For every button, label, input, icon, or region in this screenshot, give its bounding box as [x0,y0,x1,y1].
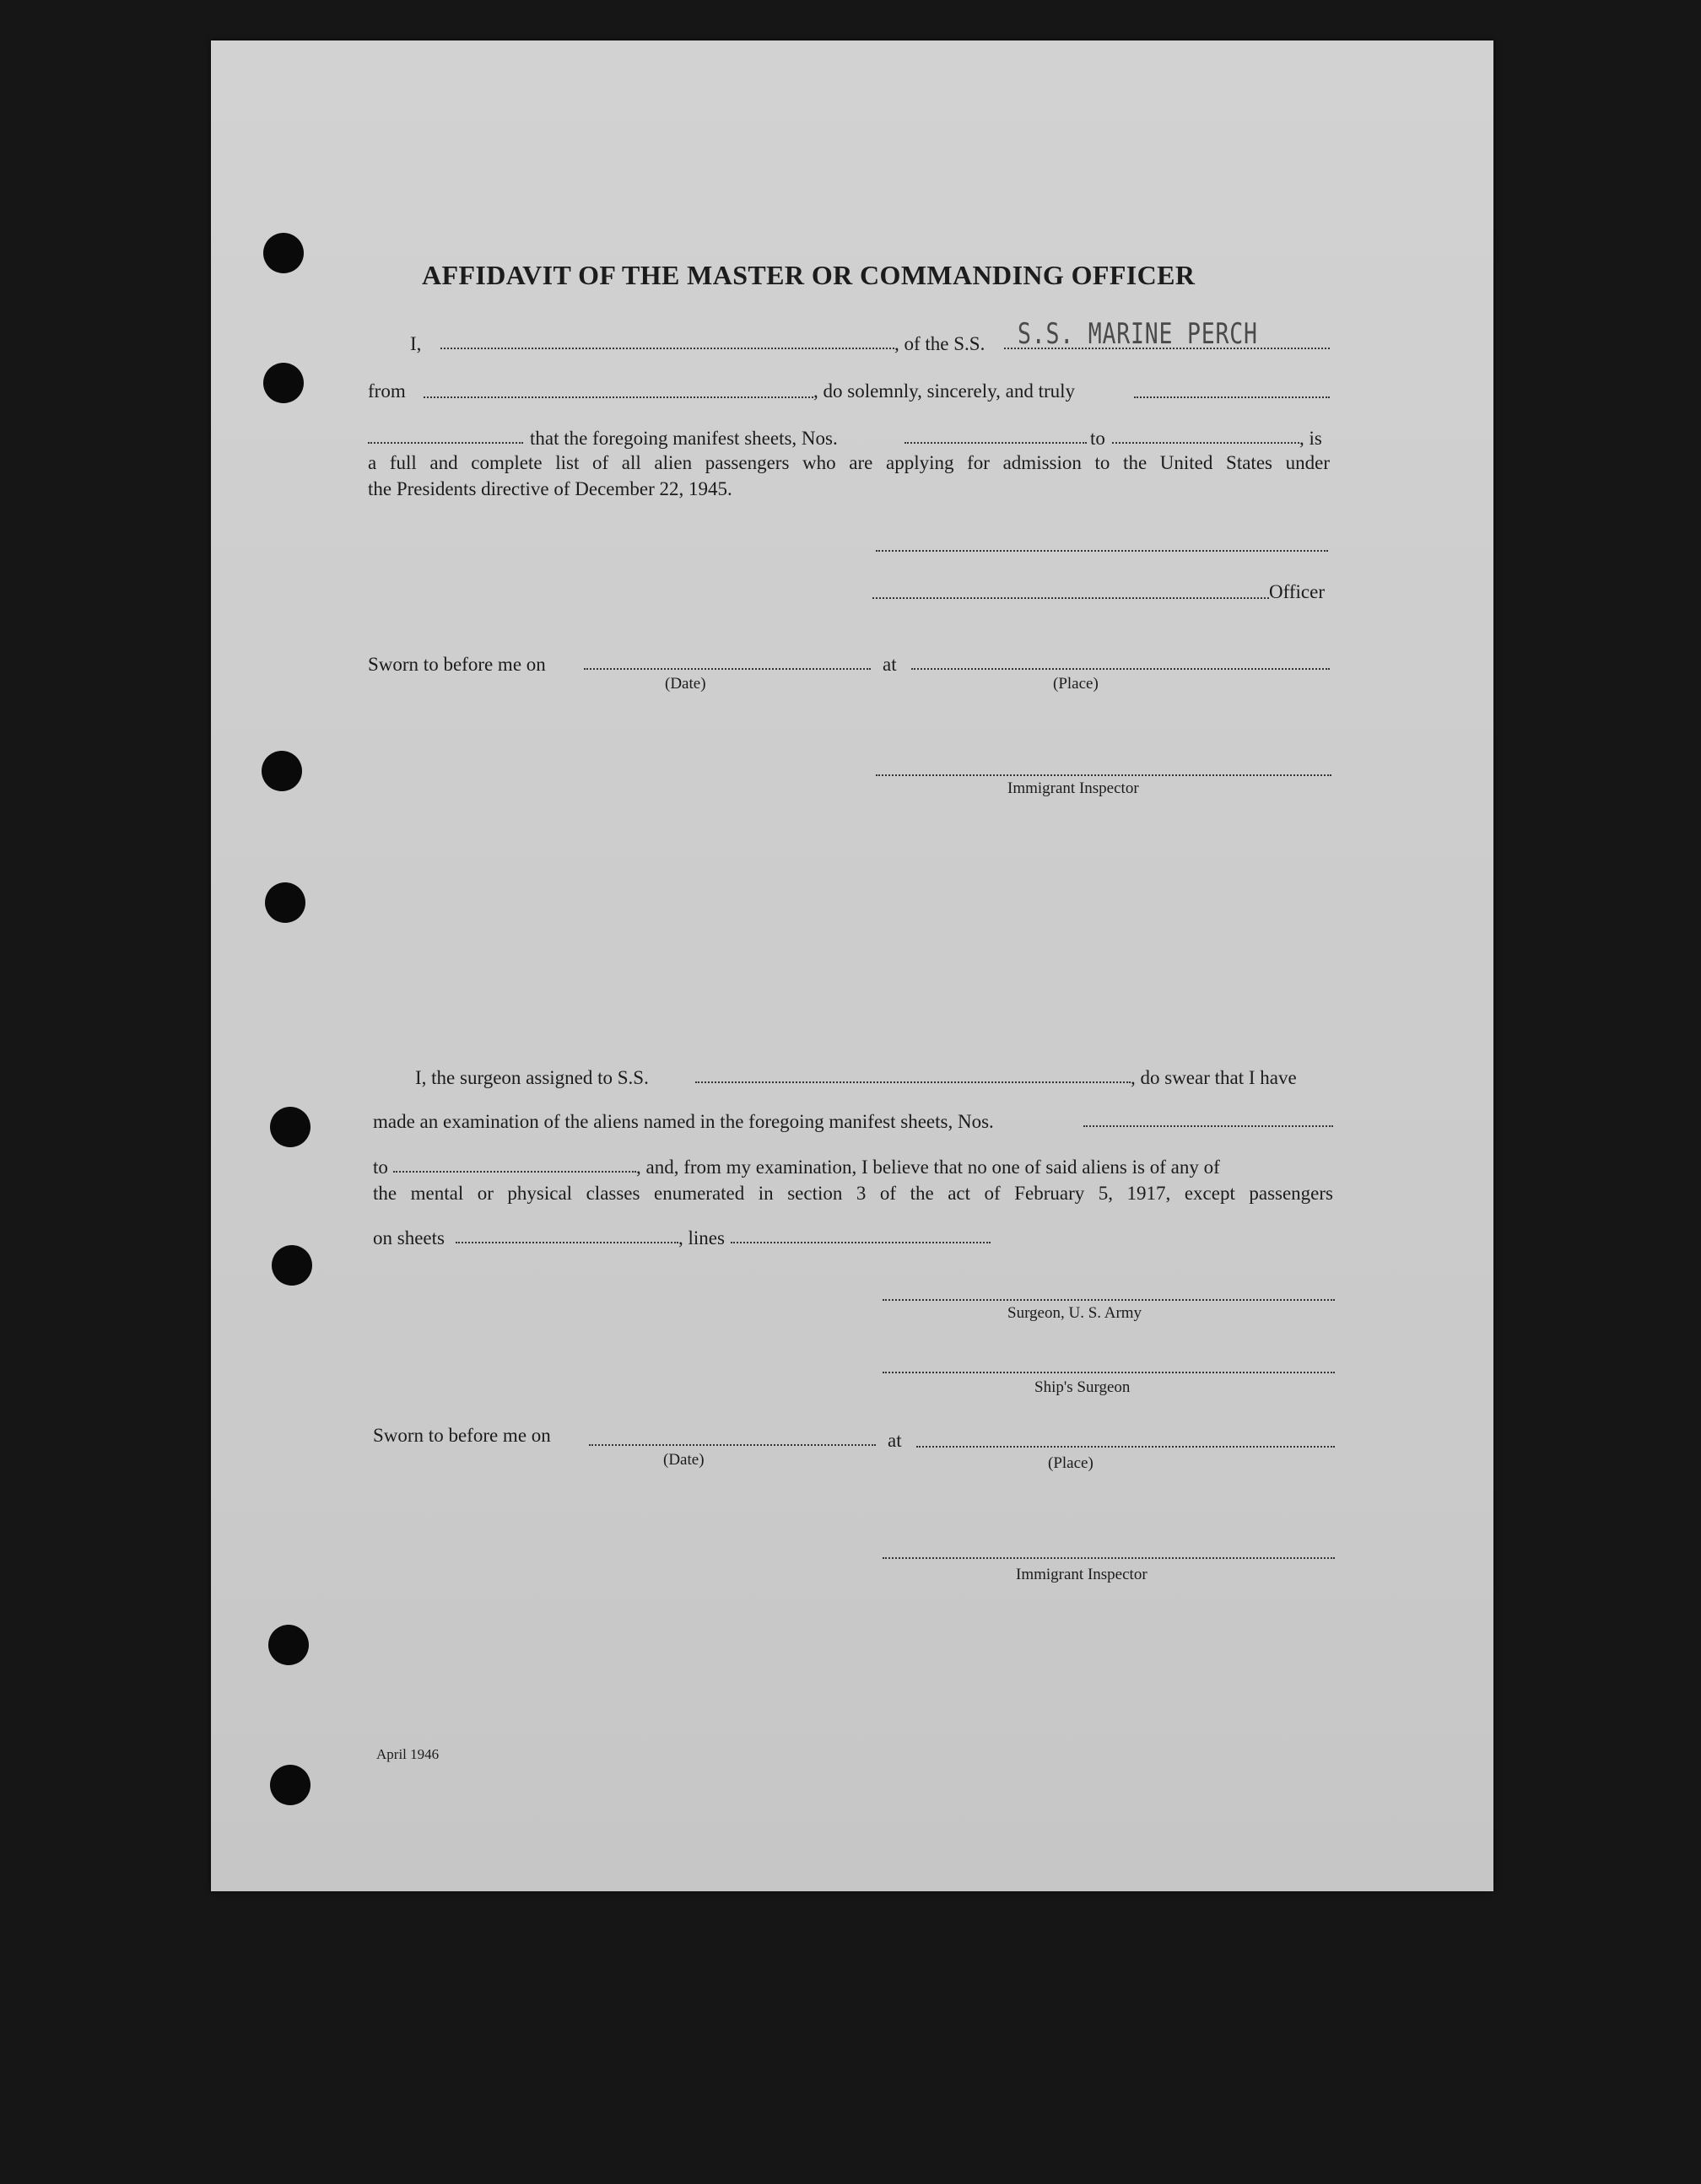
swear-field[interactable] [368,442,523,444]
sworn-place-field-2[interactable] [916,1446,1335,1448]
surgeon-to-label: to [373,1157,388,1178]
of-ss-label: , of the S.S. [894,333,986,354]
inspector-caption: Immigrant Inspector [1007,779,1139,797]
i-label: I, [410,333,422,354]
full-list-statement: a full and complete list of all alien passengers who are applying for admission to the United States under [368,452,1330,473]
date-caption: (Date) [665,675,706,693]
army-surgeon-signature-field[interactable] [883,1299,1335,1301]
at-label-2: at [888,1430,902,1451]
form-revision-date: April 1946 [376,1746,440,1762]
binder-hole [263,233,304,273]
place-caption-2: (Place) [1048,1454,1094,1472]
date-caption-2: (Date) [663,1451,705,1469]
ship-name-stamp: S.S. MARINE PERCH [1018,317,1258,351]
officer-label: Officer [1269,581,1325,602]
to-label: to [1090,428,1105,449]
binder-hole [268,1625,309,1665]
directive-statement: the Presidents directive of December 22, 1945. [368,478,732,499]
sworn-label-2: Sworn to before me on [373,1425,551,1446]
inspector-caption-2: Immigrant Inspector [1016,1566,1148,1583]
truly-field[interactable] [1134,396,1330,398]
officer-title-field[interactable] [872,597,1269,599]
sheets-to-field[interactable] [1112,442,1299,444]
binder-hole [262,751,302,791]
solemnly-label: , do solemnly, sincerely, and truly [813,380,1076,402]
ship-surgeon-caption: Ship's Surgeon [1034,1378,1131,1396]
binder-hole [263,363,304,403]
surgeon-sheets-from-field[interactable] [1083,1125,1333,1127]
sworn-date-field[interactable] [584,668,871,670]
exception-lines-field[interactable] [731,1242,991,1243]
sworn-date-field-2[interactable] [589,1444,876,1446]
exception-sheets-field[interactable] [456,1242,678,1243]
army-surgeon-caption: Surgeon, U. S. Army [1007,1304,1142,1322]
surgeon-sheets-to-field[interactable] [393,1171,636,1173]
on-sheets-label: on sheets [373,1227,445,1248]
ship-surgeon-signature-field[interactable] [883,1372,1335,1373]
surgeon-classes-line: the mental or physical classes enumerated in section 3 of the act of February 5, 1917, except passengers [373,1183,1333,1204]
lines-label: , lines [678,1227,725,1248]
sworn-label: Sworn to before me on [368,654,546,675]
surgeon-belief-line: , and, from my examination, I believe that no one of said aliens is of any of [636,1157,1220,1178]
from-field[interactable] [424,396,813,398]
master-signature-field[interactable] [876,550,1328,552]
binder-hole [272,1245,312,1286]
from-label: from [368,380,406,402]
inspector-signature-field[interactable] [876,774,1331,776]
sworn-place-field[interactable] [911,668,1330,670]
binder-hole [265,882,305,923]
at-label: at [883,654,897,675]
master-name-field[interactable] [440,348,894,349]
surgeon-ship-field[interactable] [695,1081,1131,1083]
binder-hole [270,1765,310,1805]
affidavit-page [211,40,1493,1891]
form-title: AFFIDAVIT OF THE MASTER OR COMMANDING OFFICER [422,260,1196,290]
manifest-sheets-label: that the foregoing manifest sheets, Nos. [530,428,838,449]
binder-hole [270,1107,310,1147]
sheets-from-field[interactable] [904,442,1087,444]
inspector-signature-field-2[interactable] [883,1557,1335,1559]
surgeon-line1-end: , do swear that I have [1131,1067,1297,1088]
is-label: , is [1299,428,1322,449]
place-caption: (Place) [1053,675,1099,693]
surgeon-examination-line: made an examination of the aliens named in the foregoing manifest sheets, Nos. [373,1111,994,1132]
surgeon-line1-start: I, the surgeon assigned to S.S. [415,1067,649,1088]
